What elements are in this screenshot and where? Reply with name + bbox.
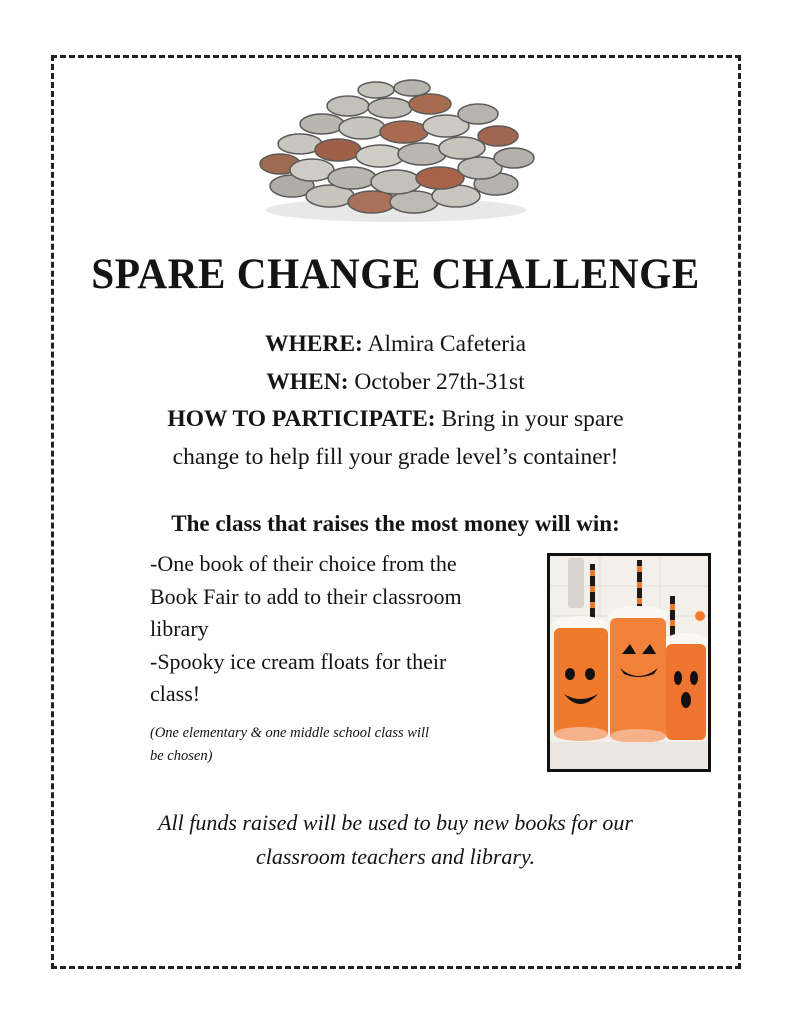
ice-cream-floats-photo <box>547 553 711 772</box>
how-line <box>0 401 791 439</box>
where-label: WHERE: <box>264 331 363 357</box>
prize-heading: The class that raises the most money will win: <box>171 511 620 536</box>
how-value-line2: change to help fill your grade level’s container! <box>172 443 619 470</box>
prize-line: class! <box>150 681 201 706</box>
when-line <box>0 364 791 402</box>
how-label: HOW TO PARTICIPATE: <box>167 406 436 432</box>
funds-statement <box>0 806 791 874</box>
prize-line: -Spooky ice cream floats for their <box>150 648 447 674</box>
prize-line: Book Fair to add to their classroom <box>150 583 462 609</box>
note-line: be chosen) <box>150 748 213 764</box>
footer-line: All funds raised will be used to buy new books for our <box>158 810 633 835</box>
how-value-line1: Bring in your spare <box>441 406 624 432</box>
where-line <box>0 326 791 364</box>
prize-line: library <box>150 616 209 641</box>
where-value: Almira Cafeteria <box>367 331 527 357</box>
coin-pile-icon <box>252 78 540 226</box>
footer-line: classroom teachers and library. <box>255 844 536 869</box>
note-line: (One elementary & one middle school class will <box>150 725 430 741</box>
event-details <box>0 326 791 476</box>
when-value: October 27th-31st <box>354 368 525 395</box>
when-label: WHEN: <box>266 368 349 395</box>
prize-line: -One book of their choice from the <box>150 551 457 576</box>
page-title: SPARE CHANGE CHALLENGE <box>91 251 700 298</box>
prize-list <box>150 548 540 711</box>
selection-note <box>150 722 540 768</box>
